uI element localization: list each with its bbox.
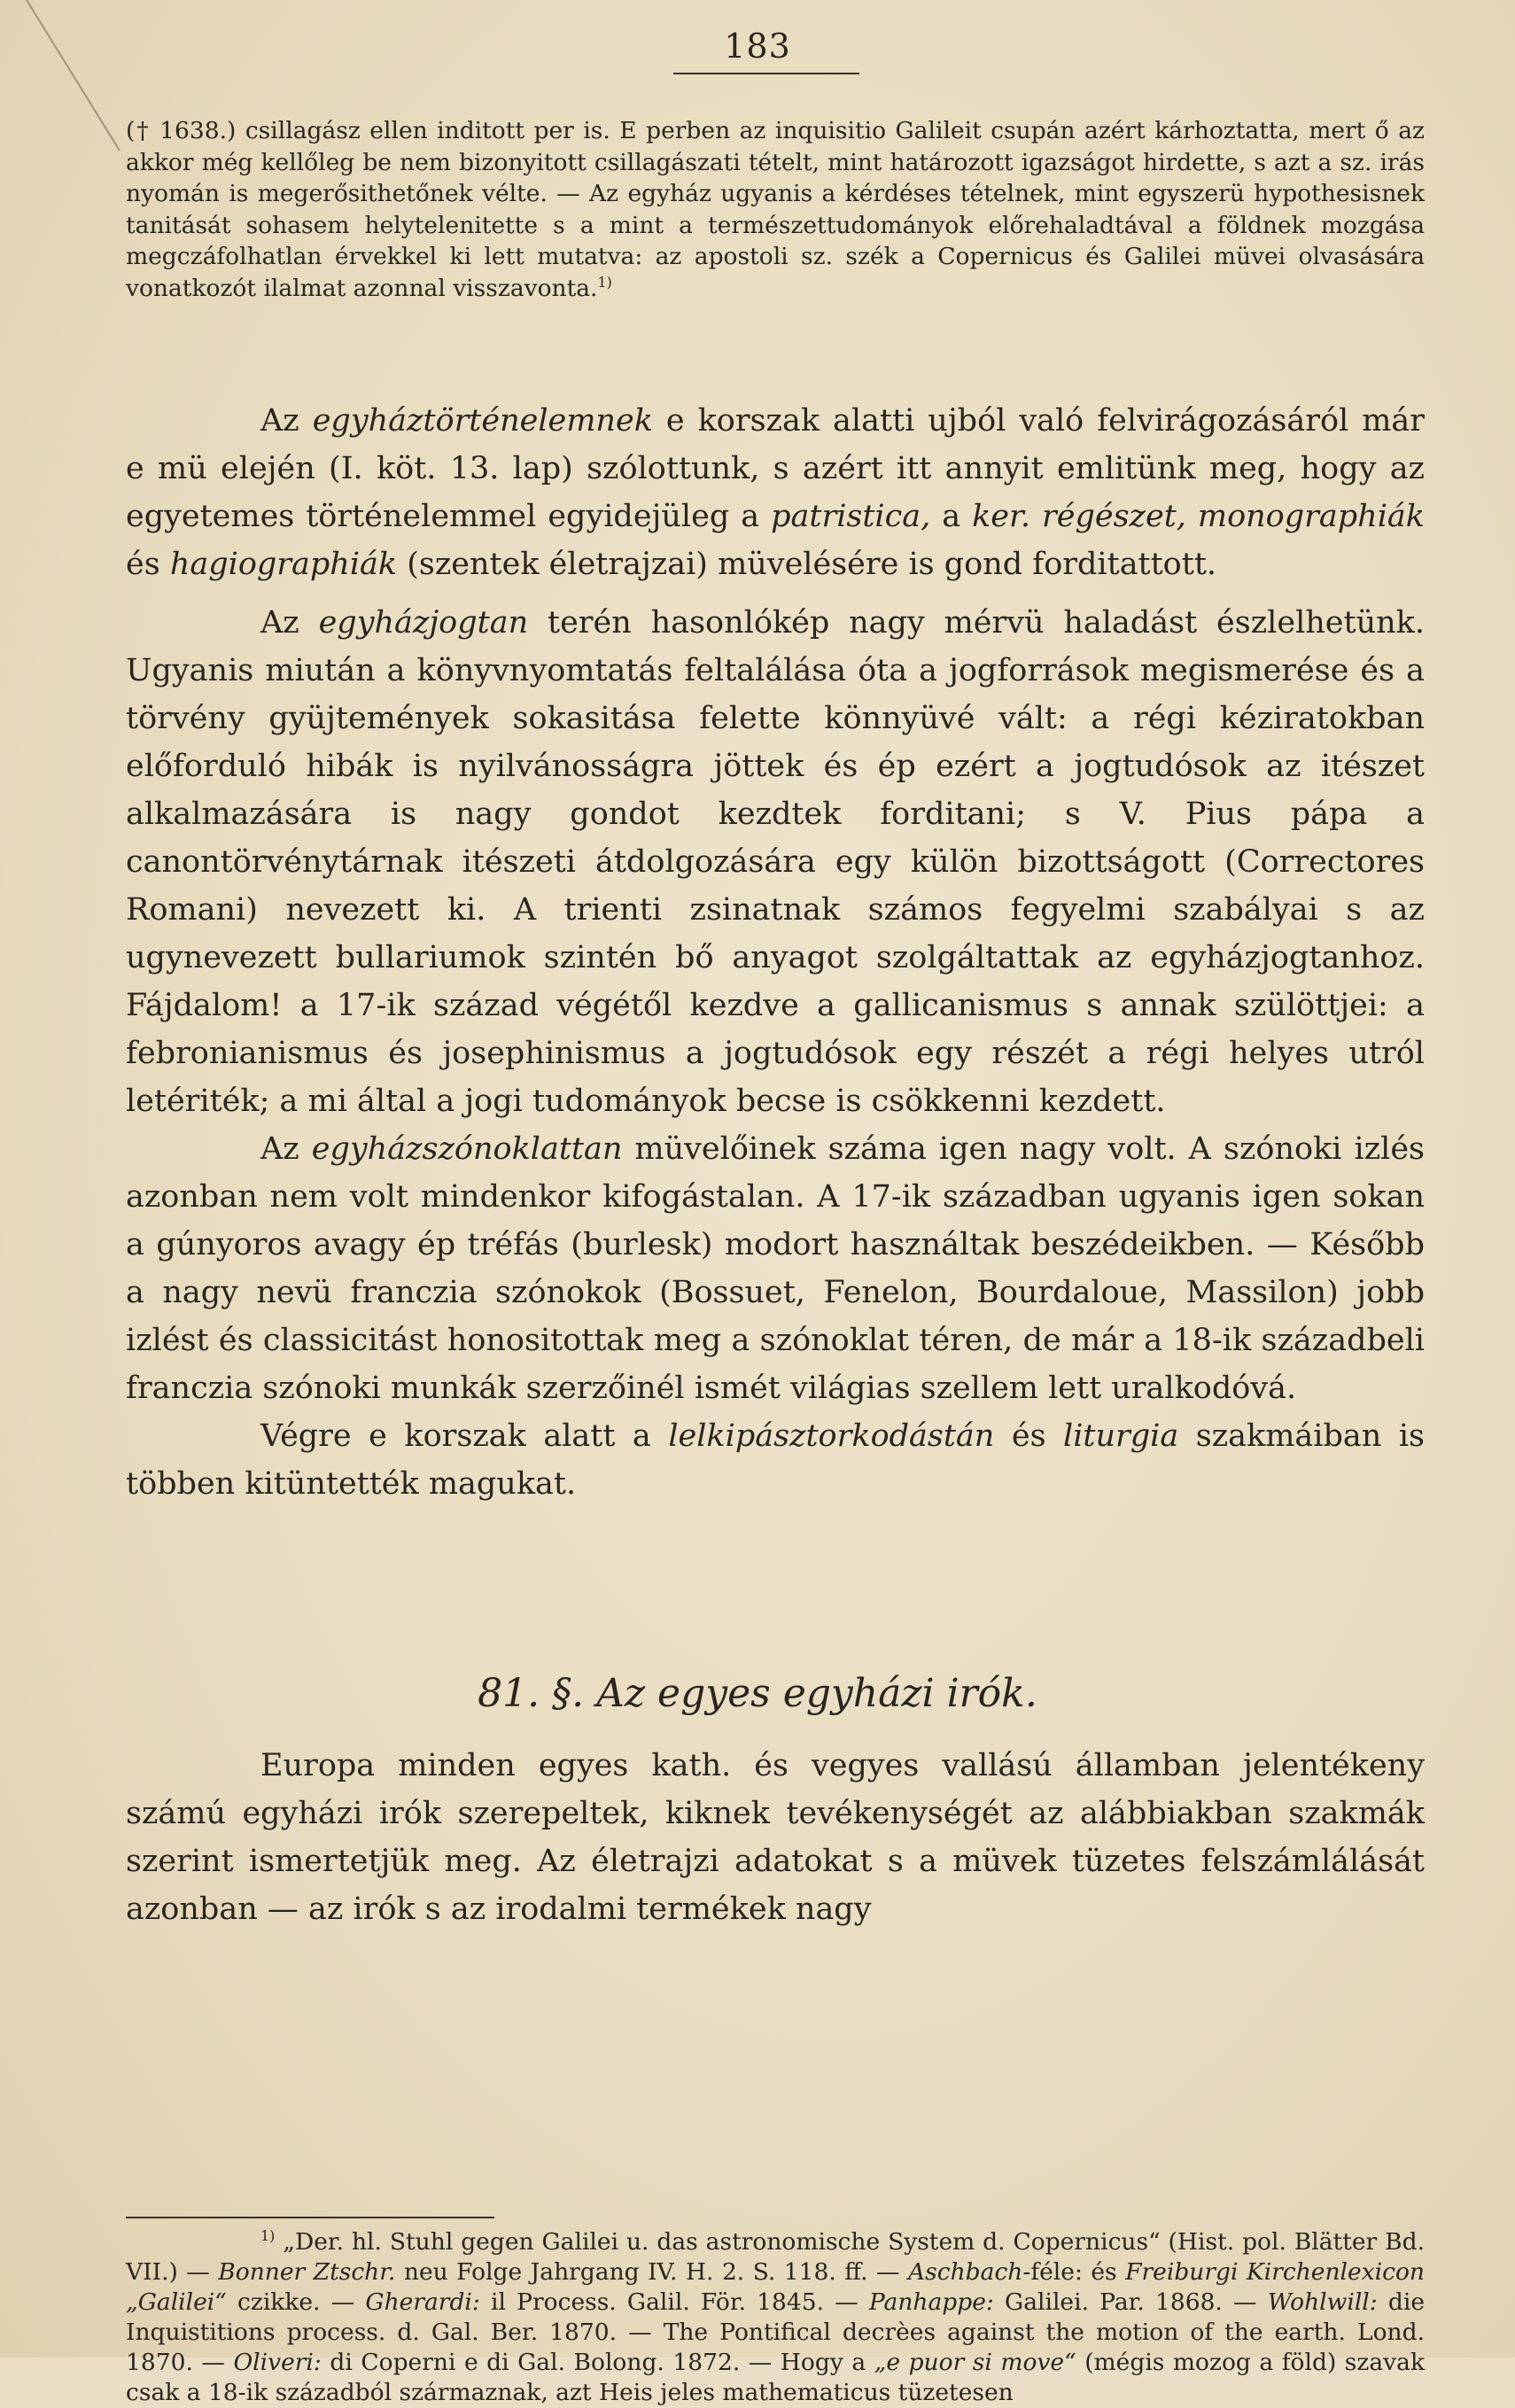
main-text — [126, 397, 1425, 1508]
section-paragraph: Europa minden egyes kath. és vegyes vallású államban jelentékeny számú egyházi irók szerepeltek, kiknek tevékenységét az alábbiakban szakmák szerint ismertetjük meg. Az életrajzi adatokat s a müvek tüzetes felszámlálását azonban — az irók s az irodalmi termékek nagy — [126, 1748, 1425, 1927]
footnote: $^{1)}$ „Der. hl. Stuhl gegen Galilei u. das astronomische System d. Copernicus“ (Hist. pol. Blätter Bd. VII.) — Bonner Ztschr. neu Folge Jahrgang IV. H. 2. S. 118. ff. — Aschbach-féle: és Freiburgi Kirchenlexicon „Galilei“ czikke. — Gherardi: il Process. Galil. För. 1845. — Panhappe: Galilei. Par. 1868. — Wohlwill: die Inquistitions process. d. Gal. Ber. 1870. — The Pontifical decrèes against the motion of the earth. Lond. 1870. — Oliveri: di Coperni e di Gal. Bolong. 1872. — Hogy a „e puor si move“ (mégis mozog a föld) szavak csak a 18-ik századból származnak, azt Heis jeles mathematicus tüzetesen — [126, 2227, 1426, 2406]
paragraph-canon-law: Az egyházjogtan terén hasonlókép nagy mérvü haladást észlelhetünk. Ugyanis miután a könyvnyomtatás feltalálása óta a jogforrások megismerése és a törvény gyüjtemények sokasitása felette könnyüvé vált: a régi kéziratokban előforduló hibák is nyilvánosságra jöttek és ép ezért a jogtudósok az itészet alkalmazására is nagy gondot kezdtek forditani; s V. Pius pápa a canontörvénytárnak itészeti átdolgozására egy külön bizottságott (Correctores Romani) nevezett ki. A trienti zsinatnak számos fegyelmi szabályai s az ugynevezett bullariumok szintén bő anyagot szolgáltattak az egyházjogtanhoz. Fájdalom! a 17-ik század végétől kezdve a gallicanismus s annak szülöttjei: a febronianismus és josephinismus a jogtudósok egy részét a régi helyes utról letériték; a mi által a jogi tudományok becse is csökkenni kezdett. — [126, 605, 1425, 1119]
footnote-marker: 1) — [260, 2227, 276, 2245]
paragraph-pastoral: Végre e korszak alatt a lelkipásztorkodástán és liturgia szakmáiban is többen kitüntették magukat. — [126, 1418, 1425, 1502]
section-body — [126, 1742, 1425, 1933]
footnote-ref: 1) — [597, 273, 612, 291]
header-rule — [673, 73, 859, 74]
section-heading: 81. §. Az egyes egyházi irók. — [478, 1671, 1037, 1716]
intro-paragraph — [126, 115, 1425, 304]
intro-text: († 1638.) csillagász ellen inditott per is. E perben az inquisitio Galileit csupán azért kárhoztatta, mert ő az akkor még kellőleg be nem bizonyitott csillagászati tételt, mint határozott igazságot hirdette, s azt a sz. irás nyomán is megerősithetőnek vélte. — Az egyház ugyanis a kérdéses tételnek, mint egyszerü hypothesisnek tanitását sohasem helytelenitette s a mint a természettudományok előrehaladtával a földnek mozgása megczáfolhatlan érvekkel ki lett mutatva: az apostoli sz. szék a Copernicus és Galilei müvei olvasására vonatkozót ilalmat azonnal visszavonta. — [126, 117, 1425, 302]
paragraph-homiletics: Az egyházszónoklattan müvelőinek száma igen nagy volt. A szónoki izlés azonban nem volt mindenkor kifogástalan. A 17-ik században ugyanis igen sokan a gúnyoros avagy ép tréfás (burlesk) modort használtak beszédeikben. — Később a nagy nevü franczia szónokok (Bossuet, Fenelon, Bourdaloue, Massilon) jobb izlést és classicitást honositottak meg a szónoklat téren, de már a 18-ik századbeli franczia szónoki munkák szerzőinél ismét világias szellem lett uralkodóvá. — [126, 1131, 1425, 1406]
footnote-rule — [126, 2217, 494, 2218]
page-number: 183 — [724, 27, 791, 66]
paragraph-church-history: Az egyháztörténelemnek e korszak alatti ujból való felvirágozásáról már e mü elején (I. köt. 13. lap) szólottunk, s azért itt annyit emlitünk meg, hogy az egyetemes történelemmel egyidejüleg a patristica, a ker. régészet, monographiák és hagiographiák (szentek életrajzai) müvelésére is gond forditattott. — [126, 403, 1425, 582]
